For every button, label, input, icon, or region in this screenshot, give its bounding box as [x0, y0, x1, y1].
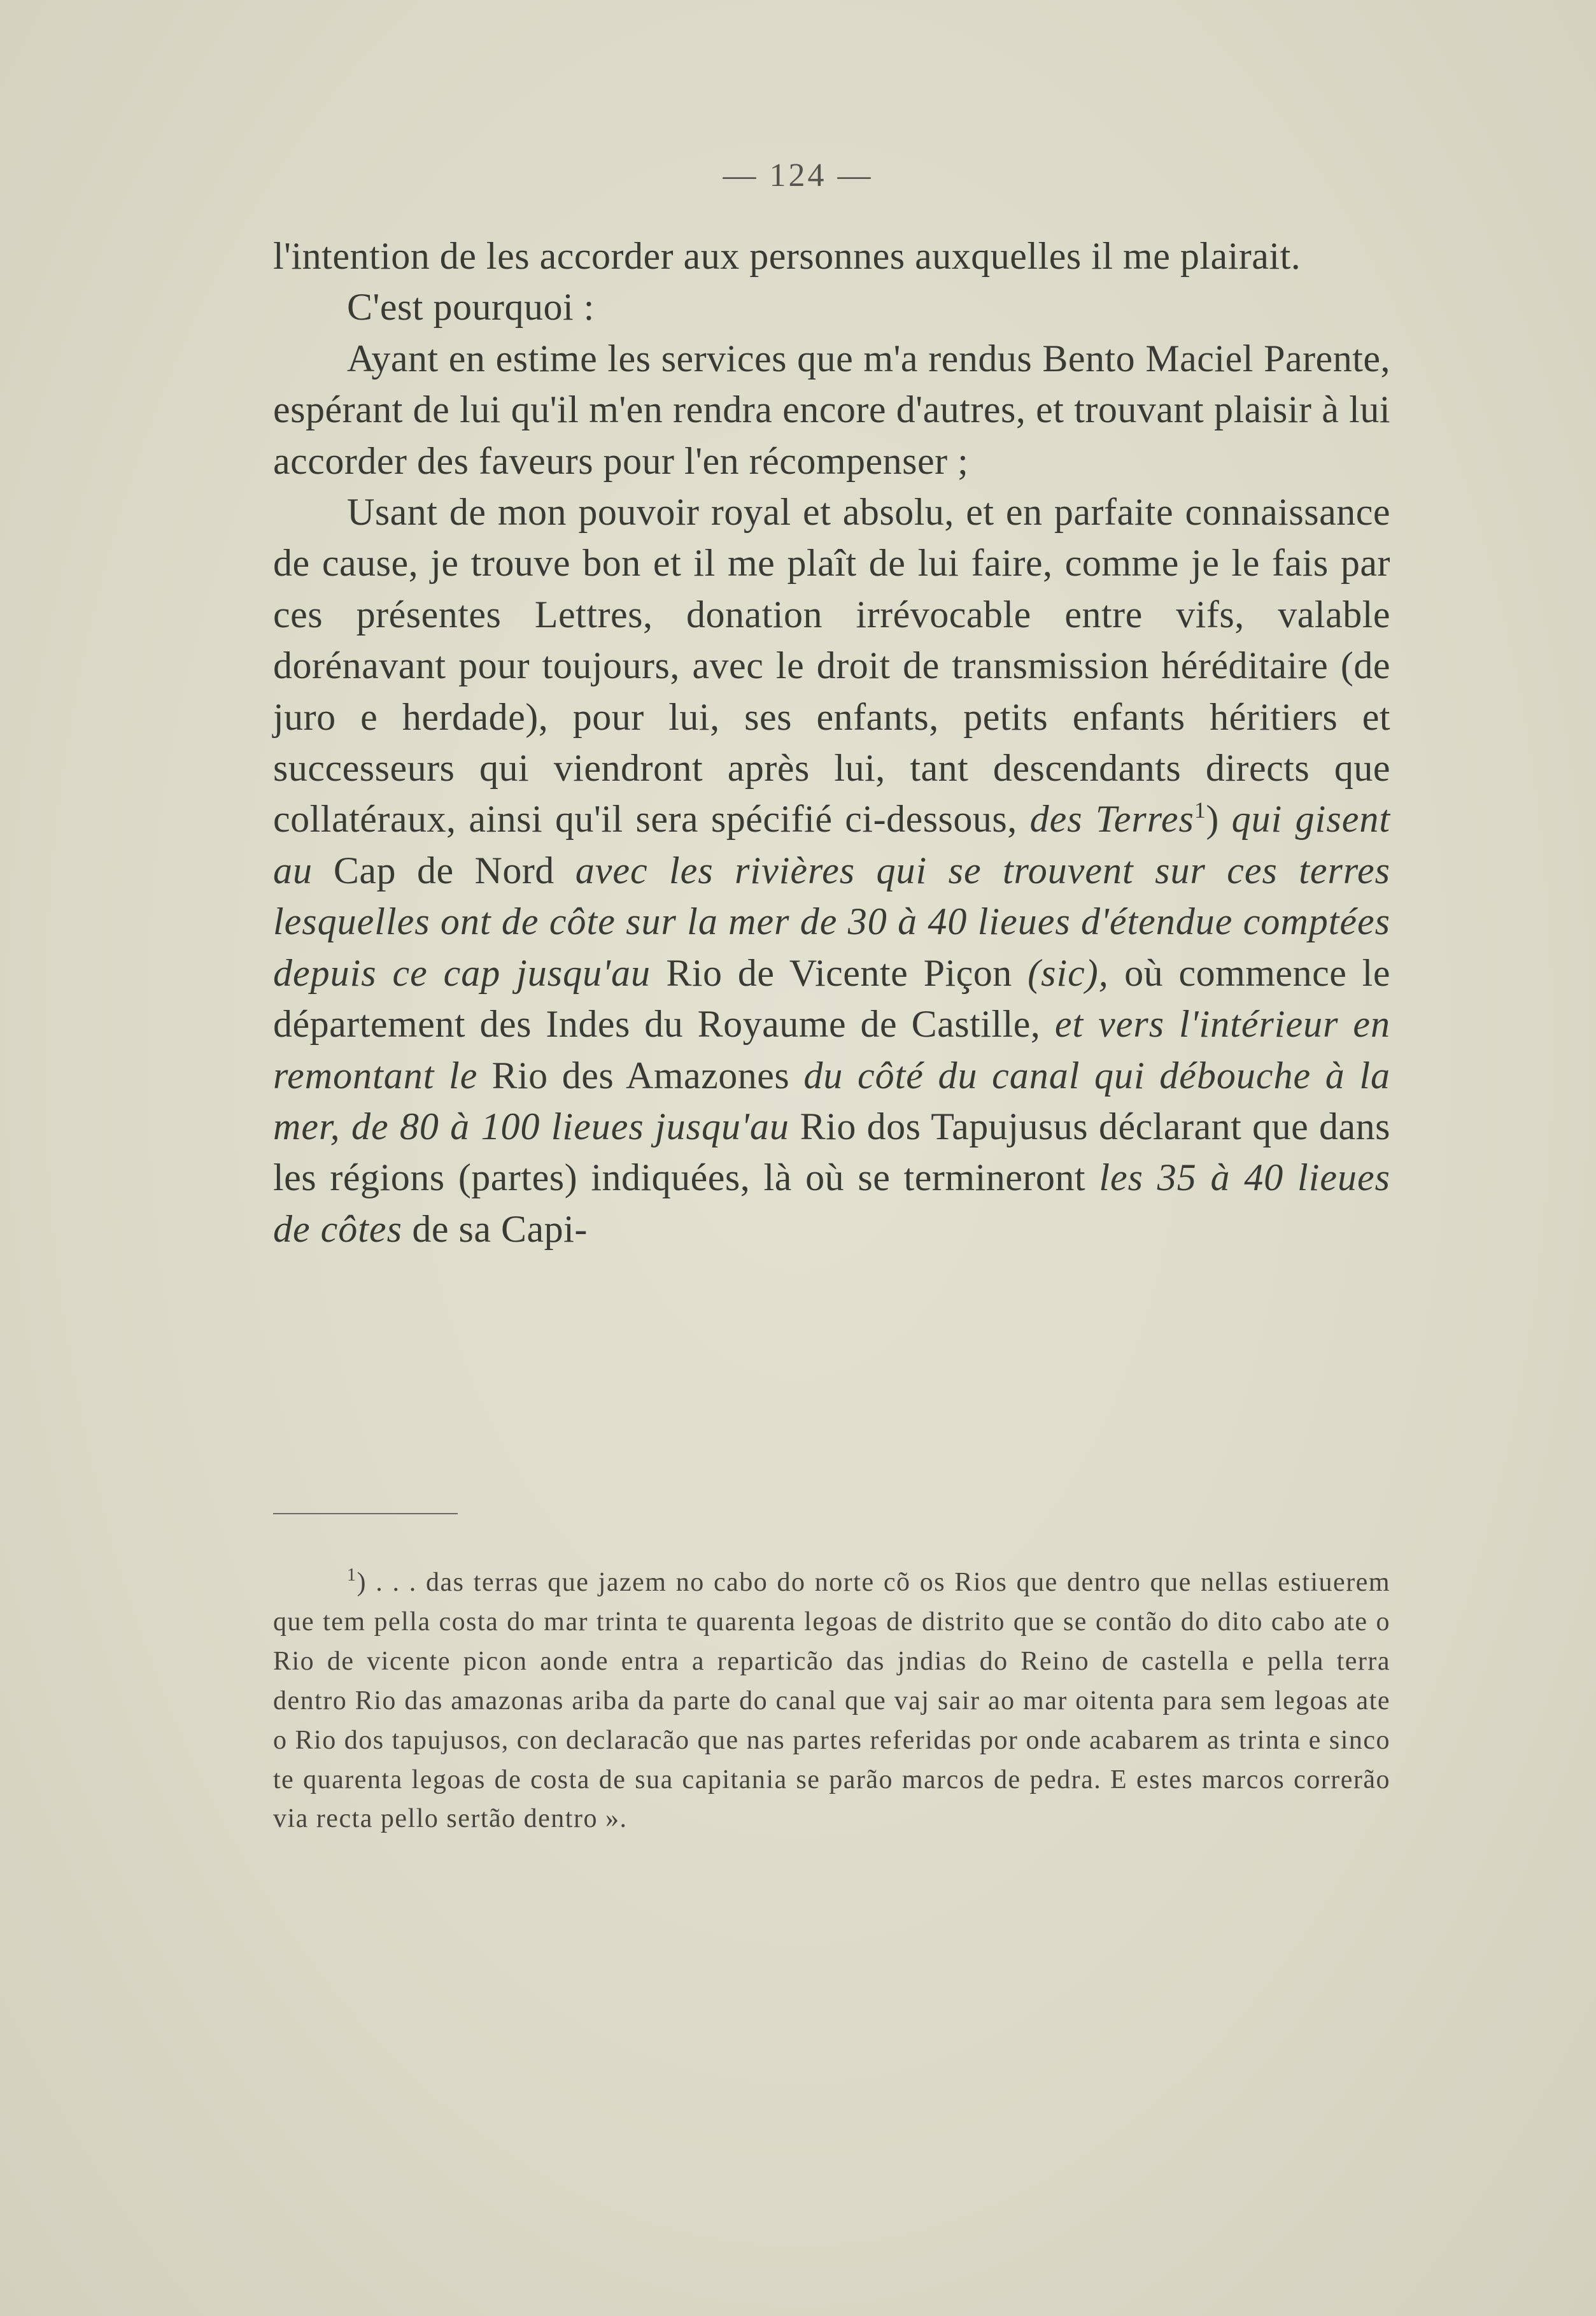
text-segment: Rio dos Tapujusus déclarant que dans les régions (partes) indiquées, là où se termineront [273, 1105, 1390, 1199]
text-segment: de sa Capi- [412, 1207, 588, 1250]
italic-segment: et vers l'intérieur en remontant le [273, 1003, 1391, 1097]
main-text [273, 231, 1390, 1254]
italic-segment: (sic), [1028, 951, 1109, 994]
paragraph-3: Ayant en estime les services que m'a rendus Bento Maciel Parente, espérant de lui qu'il m'en rendra encore d'autres, et trouvant plaisir à lui accorder des faveurs pour l'en récompenser ; [273, 337, 1390, 482]
text-segment: Rio de Vicente Piçon [666, 951, 1012, 994]
italic-segment: avec les rivières qui se trouvent sur ces terres lesquelles ont de côte sur la mer de 30 à 40 lieues d'étendue comptées depuis ce cap jusqu'au [273, 849, 1390, 994]
text-segment: Usant de mon pouvoir royal et absolu, et en parfaite connaissance de cause, je trouve bon et il me plaît de lui faire, comme je le fais par ces présentes Lettres, donation irrévocable entre vifs, valable dorénavant pour toujours, avec le droit de transmission héréditaire (de juro e herdade), pour lui, ses enfants, petits enfants héritiers et successeurs qui viendront après lui, tant descendants directs que collatéraux, ainsi qu'il sera spécifié ci-dessous, [273, 491, 1390, 841]
italic-segment: du côté du canal qui débouche à la mer, de 80 à 100 lieues jusqu'au [273, 1054, 1391, 1147]
footnote [273, 1563, 1390, 1839]
paragraph-4: Usant de mon pouvoir royal et absolu, et en parfaite connaissance de cause, je trouve bon et il me plaît de lui faire, comme je le fais par ces présentes Lettres, donation irrévocable entre vifs, valable dorénavant pour toujours, avec le droit de transmission héréditaire (de juro e herdade), pour lui, ses enfants, petits enfants héritiers et successeurs qui viendront après lui, tant descendants directs que collatéraux, ainsi qu'il sera spécifié ci-dessous, des Terres$^1$) qui gisent au Cap de Nord avec les rivières qui se trouvent sur ces terres lesquelles ont de côte sur la mer de 30 à 40 lieues d'étendue comptées depuis ce cap jusqu'au Rio de Vicente Piçon (sic), où commence le département des Indes du Royaume de Castille, et vers l'intérieur en remontant le Rio des Amazones du côté du canal qui débouche à la mer, de 80 à 100 lieues jusqu'au Rio dos Tapujusus déclarant que dans les régions (partes) indiquées, là où se termineront les 35 à 40 lieues de côtes de sa Capi- [273, 491, 1391, 1250]
text-segment: Rio des Amazones [491, 1054, 790, 1097]
italic-segment: qui gisent au [273, 798, 1390, 892]
page-number: — 124 — [723, 157, 873, 194]
footnote-text: ) . . . das terras que jazem no cabo do norte cõ os Rios que dentro que nellas estiuerem que tem pella costa do mar trinta te quarenta legoas de distrito que se contão do dito cabo ate o Rio de vicente picon aonde entra a reparticão das jndias do Reino de castella e pella terra dentro Rio das amazonas ariba da parte do canal que vaj sair ao mar oitenta para sem legoas ate o Rio dos tapujusos, con declaracão que nas partes referidas por onde acabarem as trinta e sinco te quarenta legoas de costa de sua capitania se parão marcos de pedra. E estes marcos correrão via recta pello sertão dentro ». [273, 1568, 1390, 1834]
paragraph-1: l'intention de les accorder aux personnes auxquelles il me plairait. [273, 235, 1301, 277]
footnote-marker: 1 [347, 1565, 357, 1585]
text-segment: où commence le département des Indes du Royaume de Castille, [273, 951, 1390, 1046]
footnote-divider [273, 1513, 458, 1514]
italic-segment: les 35 à 40 lieues de côtes [273, 1156, 1391, 1250]
paragraph-2: C'est pourquoi : [347, 286, 595, 329]
text-segment: Cap de Nord [333, 849, 554, 892]
italic-segment: des Terres [1029, 798, 1194, 841]
footnote-ref: 1 [1194, 797, 1206, 823]
